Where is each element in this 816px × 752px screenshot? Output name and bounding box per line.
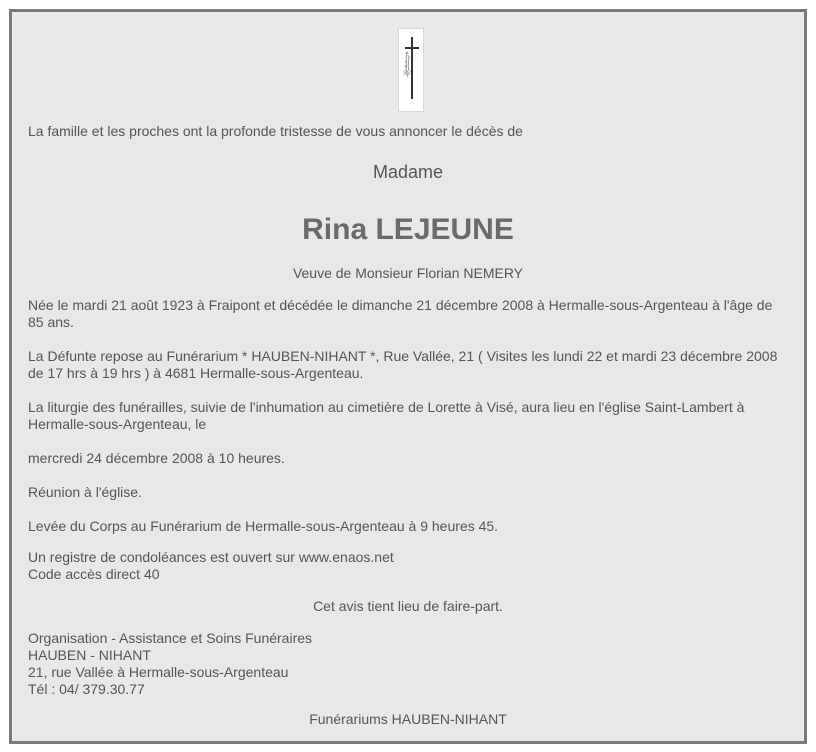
meeting-text: Réunion à l'église.: [28, 484, 142, 500]
access-code-line: Code accès direct 40: [28, 566, 160, 582]
repose-text: La Défunte repose au Funérarium * HAUBEN-NIHANT *, Rue Vallée, 21 ( Visites les lundi 22 et mardi 23 décembre 2008 de 17 hrs à 19 hrs ) à 4681 Hermalle-sous-Argenteau.: [28, 348, 778, 381]
organisation-title: Organisation - Assistance et Soins Funéraires: [28, 630, 313, 646]
salutation: Madame: [372, 162, 444, 182]
organisation-phone: Tél : 04/ 379.30.77: [28, 681, 145, 697]
obituary-frame: [9, 9, 807, 744]
registry-line: Un registre de condoléances est ouvert sur www.enaos.net: [28, 549, 394, 565]
notice-text: Cet avis tient lieu de faire-part.: [313, 598, 503, 614]
organisation-address: 21, rue Vallée à Hermalle-sous-Argenteau: [28, 664, 289, 680]
obituary-content: [12, 12, 804, 741]
registry-text: [28, 549, 788, 583]
levee-text: Levée du Corps au Funérarium de Hermalle-sous-Argenteau à 9 heures 45.: [28, 518, 499, 534]
cross-with-flowers-icon: [398, 28, 424, 112]
birth-death-text: Née le mardi 21 août 1923 à Fraipont et décédée le dimanche 21 décembre 2008 à Hermalle-sous-Argenteau à l'âge de 85 ans.: [28, 297, 773, 330]
deceased-name: Rina LEJEUNE: [302, 213, 514, 246]
organisation-name: HAUBEN - NIHANT: [28, 647, 151, 663]
liturgy-text: La liturgie des funérailles, suivie de l'inhumation au cimetière de Lorette à Visé, aura lieu en l'église Saint-Lambert à Hermalle-sous-Argenteau, le: [28, 399, 745, 432]
organisation-block: [28, 630, 788, 698]
spouse-text: Veuve de Monsieur Florian NEMERY: [292, 265, 524, 281]
footer-text: Funérariums HAUBEN-NIHANT: [309, 711, 507, 727]
intro-text: La famille et les proches ont la profonde tristesse de vous annoncer le décès de: [28, 123, 523, 139]
svg-text:SV: SV: [403, 71, 412, 77]
ceremony-date: mercredi 24 décembre 2008 à 10 heures.: [28, 450, 285, 466]
